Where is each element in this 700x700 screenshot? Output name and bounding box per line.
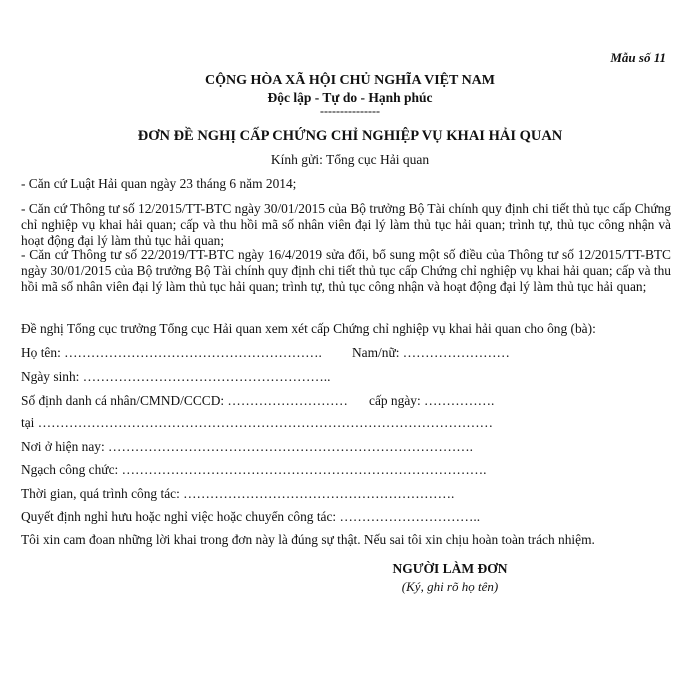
header-divider: --------------- — [320, 104, 380, 118]
motto: Độc lập - Tự do - Hạnh phúc — [267, 90, 433, 105]
form-number: Mẫu số 11 — [610, 50, 666, 65]
civil-servant-rank-field: Ngạch công chức: ………………………………………………………………………. — [21, 462, 487, 477]
signer-note: (Ký, ghi rõ họ tên) — [401, 579, 499, 594]
nation-heading: CỘNG HÒA XÃ HỘI CHỦ NGHĨA VIỆT NAM — [204, 73, 495, 88]
residence-field: Nơi ở hiện nay: ………………………………………………………………………. — [21, 439, 473, 454]
signer-title: NGƯỜI LÀM ĐƠN — [392, 561, 508, 576]
legal-basis-item: - Căn cứ Luật Hải quan ngày 23 tháng 6 năm 2014; — [21, 176, 297, 191]
id-number-field: Số định danh cá nhân/CMND/CCCD: ……………………… — [21, 393, 348, 408]
recipient-line: Kính gửi: Tổng cục Hải quan — [270, 152, 430, 167]
legal-basis-item: - Căn cứ Thông tư số 12/2015/TT-BTC ngày 30/01/2015 của Bộ trưởng Bộ Tài chính quy định chi tiết thủ tục cấp Chứng chỉ nghiệp vụ khai hải quan; cấp và thu hồi mã số nhân viên đại lý làm thủ tục hải quan; trình tự, thủ tục công nhận và hoạt động đại lý làm thủ tục hải quan; — [21, 201, 671, 248]
legal-basis-item: - Căn cứ Thông tư số 22/2019/TT-BTC ngày 16/4/2019 sửa đổi, bổ sung một số điều của Thông tư số 12/2015/TT-BTC ngày 30/01/2015 của Bộ trưởng Bộ Tài chính quy định chi tiết thủ tục cấp Chứng chỉ nghiệp vụ khai hải quan; cấp và thu hồi mã số nhân viên đại lý làm thủ tục hải quan; trình tự, thủ tục công nhận và hoạt động đại lý làm thủ tục hải quan; — [21, 247, 671, 294]
request-paragraph: Đề nghị Tổng cục trưởng Tổng cục Hải quan xem xét cấp Chứng chỉ nghiệp vụ khai hải quan cho ông (bà): — [21, 321, 596, 336]
gender-field: Nam/nữ: …………………… — [352, 345, 510, 360]
retirement-decision-field: Quyết định nghỉ hưu hoặc nghỉ việc hoặc chuyển công tác: ………………………….. — [21, 509, 481, 524]
issue-date-field: cấp ngày: ……………. — [369, 393, 495, 408]
document-title: ĐƠN ĐỀ NGHỊ CẤP CHỨNG CHỈ NGHIỆP VỤ KHAI HẢI QUAN — [137, 128, 563, 144]
work-history-field: Thời gian, quá trình công tác: ……………………………………………………. — [21, 486, 455, 501]
full-name-field: Họ tên: …………………………………………………. — [21, 345, 322, 360]
date-of-birth-field: Ngày sinh: ……………………………………………….. — [21, 369, 331, 384]
commitment-statement: Tôi xin cam đoan những lời khai trong đơn này là đúng sự thật. Nếu sai tôi xin chịu hoàn toàn trách nhiệm. — [21, 532, 595, 547]
issue-place-field: tại ………………………………………………………………………………………… — [21, 415, 494, 430]
